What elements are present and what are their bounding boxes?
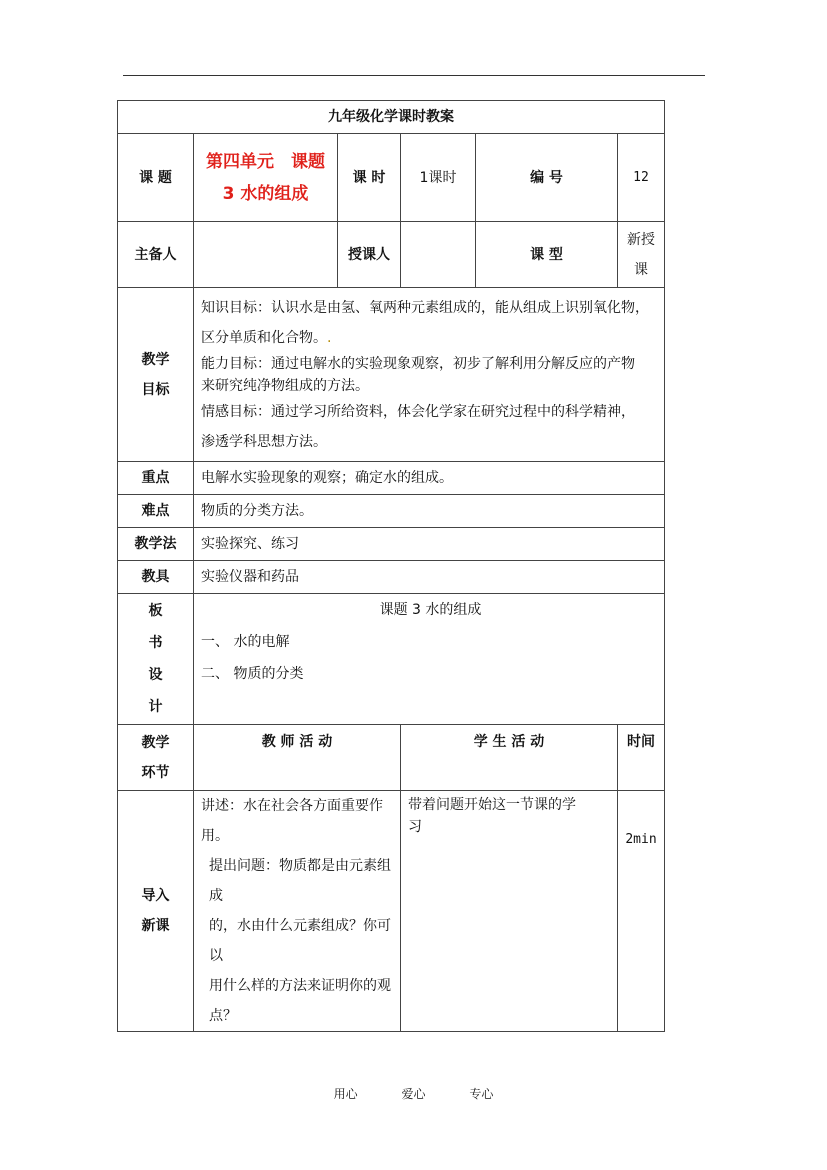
topic-value [194, 134, 338, 222]
intro-stage [118, 791, 194, 1032]
lesson-type-line-1: 新授 [627, 231, 655, 248]
stage-header [118, 725, 194, 791]
intro-student-line-2: 习 [408, 819, 422, 835]
difficulty-label: 难点 [118, 495, 194, 528]
number-label: 编 号 [476, 134, 618, 222]
preparer-value [194, 222, 338, 288]
intro-student-line-1: 带着问题开始这一节课的学 [408, 797, 576, 813]
period-value: 1课时 [401, 134, 476, 222]
teacher-value [401, 222, 476, 288]
board-item-2: 二、 物质的分类 [201, 666, 304, 682]
knowledge-goal-line-2 [201, 323, 660, 353]
lesson-type-line-2: 课 [634, 261, 648, 278]
emotion-goal-line-2: 渗透学科思想方法。 [201, 433, 327, 450]
footer-text-3: 专心 [469, 1087, 494, 1101]
intro-teacher-line-3: 的，水由什么元素组成？你可以 [209, 918, 391, 964]
intro-teacher-line-4: 用什么样的方法来证明你的观 [209, 978, 391, 994]
method-value: 实验探究、练习 [194, 528, 665, 561]
header-rule [123, 75, 705, 76]
teacher-activity-header: 教 师 活 动 [194, 725, 401, 791]
page-footer [0, 1085, 827, 1102]
ability-goal-line-2: 来研究纯净物组成的方法。 [201, 377, 369, 394]
emotion-goal-line-1: 情感目标：通过学习所给资料，体会化学家在研究过程中的科学精神， [201, 403, 635, 420]
tools-label: 教具 [118, 561, 194, 594]
intro-teacher-line-5: 点？ [209, 1008, 237, 1024]
footer-text-2: 爱心 [401, 1087, 426, 1101]
board-heading: 课题 3 水的组成 [379, 602, 482, 618]
preparer-label: 主备人 [118, 222, 194, 288]
intro-time: 2min [618, 791, 665, 1032]
topic-line-1: 第四单元 课题 [206, 151, 325, 172]
student-activity-header: 学 生 活 动 [401, 725, 618, 791]
number-value: 12 [618, 134, 665, 222]
teacher-label: 授课人 [338, 222, 401, 288]
stray-dot: . [327, 329, 332, 346]
ability-goal-line-1: 能力目标：通过电解水的实验现象观察，初步了解利用分解反应的产物 [201, 355, 635, 372]
goals-content [194, 288, 665, 462]
board-label-char-3: 设 [148, 667, 163, 683]
key-point-label: 重点 [118, 462, 194, 495]
knowledge-goal-text: 区分单质和化合物。 [201, 329, 327, 346]
board-item-1: 一、 水的电解 [201, 634, 290, 650]
board-label-char-1: 板 [148, 603, 163, 619]
period-label: 课 时 [338, 134, 401, 222]
intro-teacher-line-2: 提出问题：物质都是由元素组成 [209, 858, 391, 904]
footer-text-1: 用心 [333, 1087, 358, 1101]
board-label-char-2: 书 [148, 635, 163, 651]
intro-student-activity [401, 791, 618, 1032]
topic-label: 课 题 [118, 134, 194, 222]
board-label [118, 594, 194, 725]
method-label: 教学法 [118, 528, 194, 561]
stage-header-line-2: 环节 [141, 764, 170, 781]
lesson-plan-table [117, 100, 665, 1032]
key-point-value: 电解水实验现象的观察；确定水的组成。 [194, 462, 665, 495]
intro-teacher-line-1: 讲述：水在社会各方面重要作用。 [201, 798, 383, 844]
board-content [194, 594, 665, 725]
knowledge-goal-line-1: 知识目标：认识水是由氢、氧两种元素组成的，能从组成上识别氧化物， [201, 299, 649, 316]
document-title: 九年级化学课时教案 [118, 101, 665, 134]
difficulty-value: 物质的分类方法。 [194, 495, 665, 528]
goals-label-line-1: 教学 [141, 351, 170, 368]
intro-teacher-activity [194, 791, 401, 1032]
intro-stage-line-1: 导入 [141, 888, 170, 904]
board-label-char-4: 计 [148, 699, 163, 715]
time-header: 时间 [618, 725, 665, 791]
goals-label [118, 288, 194, 462]
stage-header-line-1: 教学 [141, 734, 170, 751]
lesson-type-value [618, 222, 665, 288]
goals-label-line-2: 目标 [141, 381, 170, 398]
topic-line-2: 3 水的组成 [222, 183, 309, 204]
intro-stage-line-2: 新课 [141, 918, 170, 934]
lesson-type-label: 课 型 [476, 222, 618, 288]
tools-value: 实验仪器和药品 [194, 561, 665, 594]
